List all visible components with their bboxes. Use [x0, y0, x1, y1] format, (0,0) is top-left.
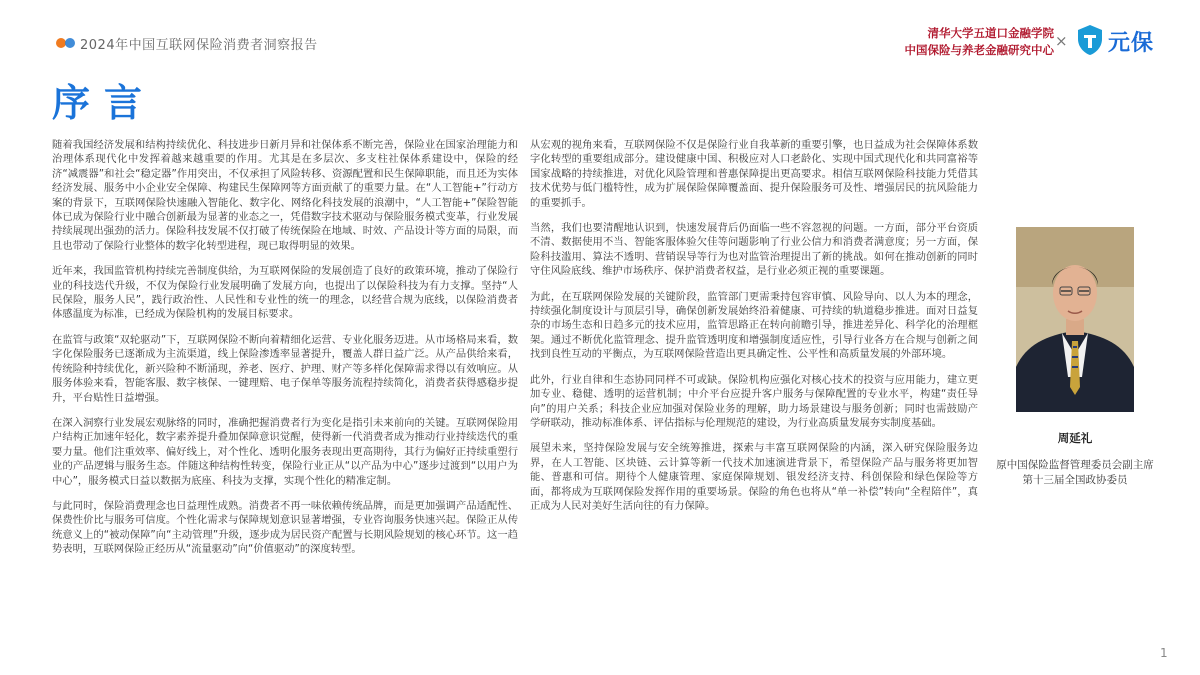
yuanbao-logo — [1076, 24, 1200, 58]
paragraph: 展望未来，坚持保险发展与安全统筹推进，探索与丰富互联网保险的内涵，深入研究保险服务边界，在人工智能、区块链、云计算等新一代技术加速演进背景下，希望保险产品与服务将更加智能、普惠和可信。期待个人健康管理、家庭保障规划、银发经济支持、科创保险和绿色保险等方面，都将成为互联网保险发挥作用的重要场景。保险的角色也将从“单一补偿”转向“全程陪伴”，真正成为人民对美好生活向往的有力保障。 — [530, 442, 978, 512]
paragraph: 此外，行业自律和生态协同同样不可或缺。保险机构应强化对核心技术的投资与应用能力，建立更加专业、稳健、透明的运营机制；中介平台应提升客户服务与保障配置的专业水平，构建“责任导向”的用户关系；科技企业应加强对保险业务的理解，助力场景建设与服务创新；同时也需鼓励产学研联动，推动标准体系、评估指标与伦理规范的建设，为行业高质量发展夯实制度基础。 — [530, 373, 978, 429]
paragraph: 近年来，我国监管机构持续完善制度供给，为互联网保险的发展创造了良好的政策环境，推动了保险行业的科技迭代升级，不仅为保险行业发展明确了发展方向，也提出了以保险科技为有力支撑。坚持“人民保险，服务人民”，践行政治性、人民性和专业性的统一的理念，以经营合规为底线，以保险消费者体感温度为标准，已经成为保险机构的发展目标要求。 — [52, 265, 518, 321]
report-title: 2024年中国互联网保险消费者洞察报告 — [80, 38, 318, 53]
right-text-column — [530, 138, 978, 524]
partnership-times-sign: × — [1055, 32, 1068, 50]
page-number: 1 — [1160, 646, 1168, 660]
page-header — [0, 0, 1200, 70]
page-title: 序言 — [52, 81, 157, 125]
institution-line-2: 中国保险与养老金融研究中心 — [904, 43, 1054, 57]
paragraph: 为此，在互联网保险发展的关键阶段，监管部门更需秉持包容审慎、风险导向、以人为本的理念，持续强化制度设计与顶层引导，确保创新发展始终沿着健康、可持续的轨道稳步推进。面对日益复杂的市场生态和日趋多元的技术应用，监管思路正在转向前瞻引导，推进差异化、科学化的治理框架。通过不断优化监管理念、提升监管透明度和增强制度适应性，引导行业各方在合规与创新之间找到良性互动的平衡点，为互联网保险营造出更具确定性、公平性和高质量发展的外部环境。 — [530, 290, 978, 361]
paragraph: 随着我国经济发展和结构持续优化、科技进步日新月异和社保体系不断完善，保险业在国家治理能力和治理体系现代化中发挥着越来越重要的作用。尤其是在多层次、多支柱社保体系建设中，保险的经济“减震器”和社会“稳定器”作用突出，不仅承担了风险转移、资源配置和民生保障职能，而且还为实体经济发展、服务中小企业安全保障、构建民生保障网等方面贡献了的重要力量。在“人工智能+”行动方案的背景下，互联网保险快速融入智能化、数字化、网络化科技发展的浪潮中，“人工智能+”保险智能体已成为保险行业中融合创新最为显著的业态之一，凭借数字技术驱动与保险服务模式变革，行业发展持续展现出强劲的活力。保险科技发展不仅打破了传统保险在地域、时效、产品设计等方面的局限，而且也带动了保险行业整体的数字化转型进程，现已取得明显的效果。 — [52, 139, 518, 252]
logo-text: 元保 — [1108, 31, 1155, 56]
paragraph: 从宏观的视角来看，互联网保险不仅是保险行业自我革新的重要引擎，也日益成为社会保障体系数字化转型的重要组成部分。建设健康中国、积极应对人口老龄化、实现中国式现代化和共同富裕等国家战略的持续推进，对优化风险管理和普惠保障提出更高要求。相信互联网保险科技能力凭借其技术优势与低门槛特性，成为扩展保险保障覆盖面、提升保险服务可及性、增强居民的抗风险能力的重要抓手。 — [530, 139, 978, 209]
institution-name — [905, 25, 1055, 59]
left-text-column — [52, 138, 518, 568]
author-name: 周延礼 — [1057, 431, 1093, 445]
author-title-line-2: 第十三届全国政协委员 — [1022, 474, 1128, 486]
author-title-line-1: 原中国保险监督管理委员会副主席 — [996, 459, 1154, 471]
institution-line-1: 清华大学五道口金融学院 — [927, 26, 1054, 40]
paragraph: 在监管与政策“双轮驱动”下，互联网保险不断向着精细化运营、专业化服务迈进。从市场格局来看，数字化保险服务已逐渐成为主流渠道，线上保险渗透率显著提升，覆盖人群日益广泛。从产品供给来看，传统险种持续优化，新兴险种不断涌现，养老、医疗、护理、财产等多样化保障需求得以有效响应。从服务体验来看，智能客服、数字核保、一键理赔、电子保单等服务流程持续简化，消费者获得感稳步提升，平台贴性日益增强。 — [52, 333, 518, 404]
paragraph: 与此同时，保险消费理念也日益理性成熟。消费者不再一味依赖传统品牌，而是更加强调产品适配性、保费性价比与服务可信度。个性化需求与保障规划意识显著增强，专业咨询服务快速兴起。保险正从传统意义上的“被动保障”向“主动管理”升级，逐步成为居民资产配置与长期风险规划的核心环节。这一趋势表明，互联网保险正经历从“流量驱动”向“价值驱动”的深度转型。 — [52, 499, 518, 556]
paragraph: 当然，我们也要清醒地认识到，快速发展背后仍面临一些不容忽视的问题。一方面，部分平台资质不清、数据使用不当、智能客服体验欠佳等问题影响了行业公信力和消费者满意度；另一方面，保险科技滥用、算法不透明、营销误导等行为也对监管治理提出了新的挑战。如何在推动创新的同时守住风险底线、维护市场秩序、保护消费者权益，是行业必须正视的重要课题。 — [530, 222, 978, 278]
author-portrait — [1016, 227, 1134, 412]
shield-logo-icon — [1076, 24, 1104, 56]
author-title — [990, 458, 1160, 488]
paragraph: 在深入洞察行业发展宏观脉络的同时，准确把握消费者行为变化是指引未来前向的关键。互联网保险用户结构正加速年轻化，数字素养提升叠加保障意识觉醒，使得新一代消费者成为推动行业持续迭代的重要力量。他们注重效率、偏好线上，对个性化、透明化服务表现出更高期待，其行为偏好正持续重塑行业的产品逻辑与服务生态。伴随这种结构性转变，保险行业正从“以产品为中心”逐步过渡到“以用户为中心”，服务模式日益以数据为底座、科技为支撑，实现个性化的精准定制。 — [52, 416, 518, 487]
